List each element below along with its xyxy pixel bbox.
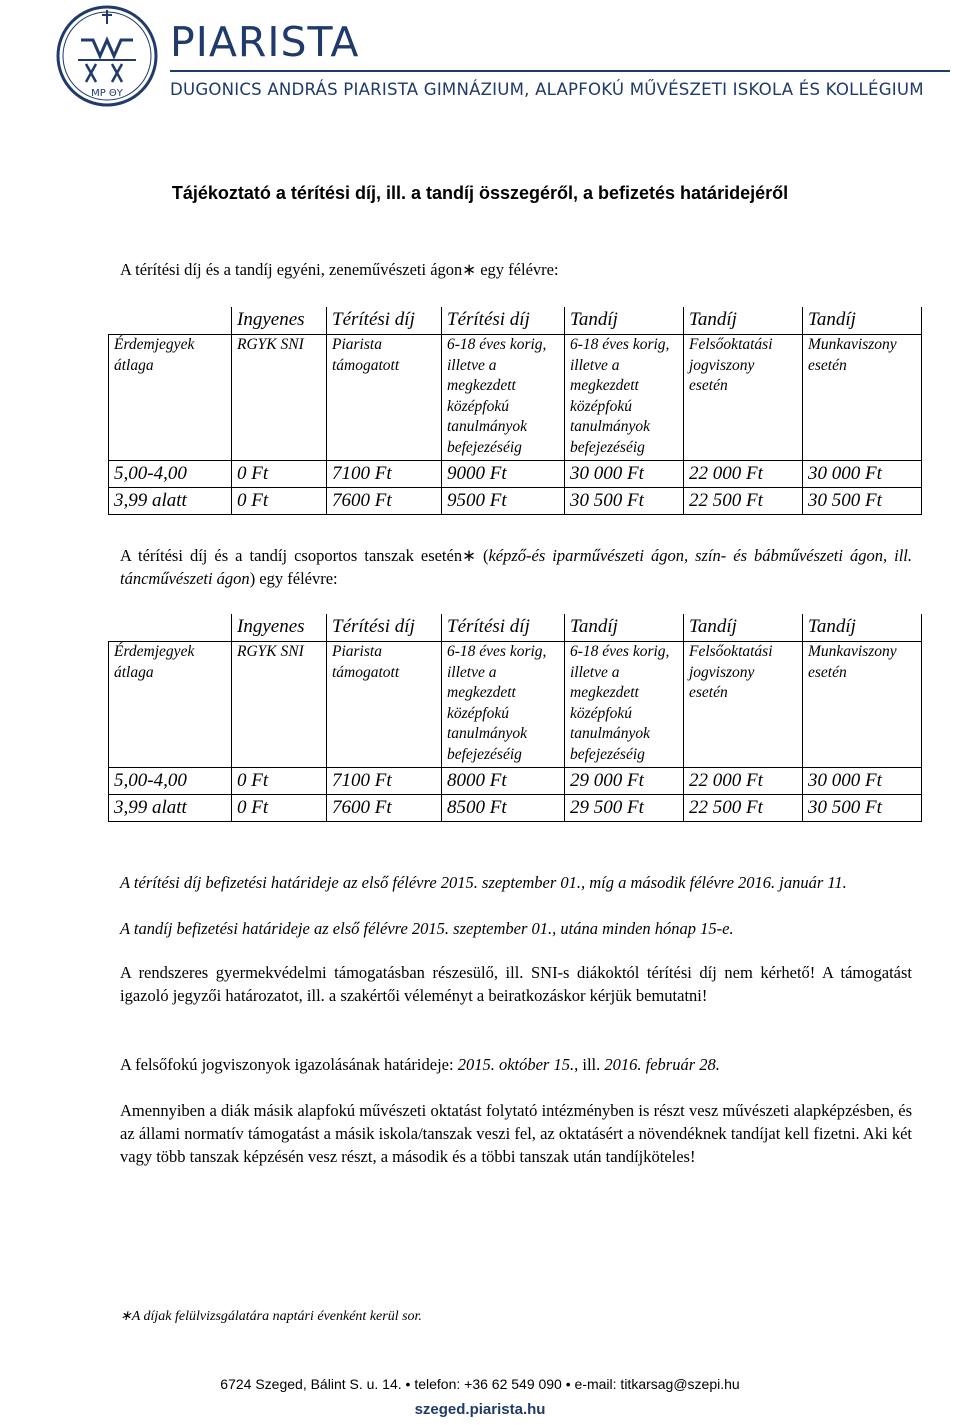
- footnote: ∗A díjak felülvizsgálatára naptári évenként kerül sor.: [120, 1309, 422, 1324]
- table-row: [109, 795, 922, 822]
- paragraph-felsofoku: [120, 1053, 912, 1076]
- subheader-cell: Piarista támogatott: [327, 642, 442, 768]
- piarist-emblem-icon: [48, 4, 166, 108]
- header-cell: Tandíj: [803, 307, 922, 335]
- felsofoku-text: A felsőfokú jogviszonyok igazolásának határideje:: [120, 1055, 458, 1074]
- table-header-row: [109, 614, 922, 642]
- page-title: Tájékoztató a térítési díj, ill. a tandíj összegéről, a befizetés határidejéről: [171, 183, 789, 203]
- fee-table-group: [108, 614, 922, 822]
- header-cell: [109, 614, 232, 642]
- paragraph-gyermekvedelmi: A rendszeres gyermekvédelmi támogatásban részesülő, ill. SNI-s diákoktól térítési díj nem kérhető! A támogatást igazoló jegyzői határozatot, ill. a szakértői véleményt a beiratkozáskor kérjük bemutatni!: [120, 963, 912, 1005]
- table-cell: 8500 Ft: [442, 795, 565, 822]
- table-cell: 3,99 alatt: [109, 488, 232, 515]
- table-cell: 9000 Ft: [442, 461, 565, 488]
- table-cell: 7100 Ft: [327, 461, 442, 488]
- header-cell: Tandíj: [684, 307, 803, 335]
- table-row: [109, 461, 922, 488]
- felsofoku-sep: , ill.: [574, 1055, 605, 1074]
- table-cell: 22 500 Ft: [684, 488, 803, 515]
- subheader-cell: RGYK SNI: [232, 335, 327, 461]
- fee-table-individual: [108, 307, 922, 515]
- logo-text: MP ΘΥ: [91, 88, 123, 99]
- header-cell: Térítési díj: [327, 307, 442, 335]
- header-cell: Ingyenes: [232, 307, 327, 335]
- subheader-cell: Piarista támogatott: [327, 335, 442, 461]
- section2-intro-end: ) egy félévre:: [249, 569, 338, 588]
- table-cell: 7100 Ft: [327, 768, 442, 795]
- table-cell: 0 Ft: [232, 461, 327, 488]
- deadline-tandij: A tandíj befizetési határideje az első félévre 2015. szeptember 01., utána minden hónap 15-e.: [120, 919, 734, 938]
- subheader-cell: 6-18 éves korig, illetve a megkezdett középfokú tanulmányok befejezéséig: [442, 642, 565, 768]
- subheader-cell: 6-18 éves korig, illetve a megkezdett középfokú tanulmányok befejezéséig: [565, 335, 684, 461]
- felsofoku-date-1: 2015. október 15.: [457, 1055, 575, 1074]
- subheader-cell: Munkaviszony esetén: [803, 335, 922, 461]
- table-cell: 0 Ft: [232, 795, 327, 822]
- subheader-cell: RGYK SNI: [232, 642, 327, 768]
- header-cell: Ingyenes: [232, 614, 327, 642]
- table-cell: 5,00-4,00: [109, 768, 232, 795]
- table-cell: 29 500 Ft: [565, 795, 684, 822]
- section2-intro: [120, 544, 912, 590]
- subheader-cell: Felsőoktatási jogviszony esetén: [684, 335, 803, 461]
- subheader-cell: Felsőoktatási jogviszony esetén: [684, 642, 803, 768]
- header-cell: Tandíj: [565, 307, 684, 335]
- deadline-terites: A térítési díj befizetési határideje az első félévre 2015. szeptember 01., míg a második félévre 2016. január 11.: [120, 873, 847, 892]
- table-row: [109, 768, 922, 795]
- subheader-cell: Érdemjegyek átlaga: [109, 335, 232, 461]
- table-cell: 5,00-4,00: [109, 461, 232, 488]
- section2-intro-start: A térítési díj és a tandíj csoportos tanszak esetén∗ (: [120, 546, 489, 565]
- table-cell: 30 000 Ft: [565, 461, 684, 488]
- header-cell: Térítési díj: [442, 614, 565, 642]
- table-cell: 22 000 Ft: [684, 461, 803, 488]
- table-cell: 0 Ft: [232, 488, 327, 515]
- brand-title: PIARISTA: [170, 18, 360, 66]
- table-row: [109, 488, 922, 515]
- footer-contact: 6724 Szeged, Bálint S. u. 14. • telefon: +36 62 549 090 • e-mail: titkarsag@szepi.hu: [220, 1376, 740, 1392]
- table-cell: 7600 Ft: [327, 488, 442, 515]
- table-cell: 30 000 Ft: [803, 768, 922, 795]
- table-subheader-row: [109, 335, 922, 461]
- table-cell: 22 500 Ft: [684, 795, 803, 822]
- school-name: DUGONICS ANDRÁS PIARISTA GIMNÁZIUM, ALAPFOKÚ MŰVÉSZETI ISKOLA ÉS KOLLÉGIUM: [170, 80, 924, 99]
- header-cell: Tandíj: [803, 614, 922, 642]
- section2-intro-branches: képző-és iparművészeti ágon, szín- és bábművészeti ágon, ill. táncművészeti ágon: [120, 546, 912, 588]
- header-cell: Tandíj: [565, 614, 684, 642]
- felsofoku-date-2: 2016. február 28.: [604, 1055, 720, 1074]
- table-cell: 29 000 Ft: [565, 768, 684, 795]
- table-cell: 30 500 Ft: [803, 795, 922, 822]
- table-cell: 3,99 alatt: [109, 795, 232, 822]
- subheader-cell: Munkaviszony esetén: [803, 642, 922, 768]
- table-cell: 22 000 Ft: [684, 768, 803, 795]
- footer-website-link[interactable]: szeged.piarista.hu: [414, 1401, 546, 1418]
- brand-divider: [170, 70, 950, 72]
- header-cell: Térítési díj: [442, 307, 565, 335]
- subheader-cell: 6-18 éves korig, illetve a megkezdett középfokú tanulmányok befejezéséig: [565, 642, 684, 768]
- header-cell: Tandíj: [684, 614, 803, 642]
- subheader-cell: 6-18 éves korig, illetve a megkezdett középfokú tanulmányok befejezéséig: [442, 335, 565, 461]
- header-cell: Térítési díj: [327, 614, 442, 642]
- table-cell: 30 500 Ft: [565, 488, 684, 515]
- table-subheader-row: [109, 642, 922, 768]
- table-cell: 0 Ft: [232, 768, 327, 795]
- table-cell: 7600 Ft: [327, 795, 442, 822]
- table-header-row: [109, 307, 922, 335]
- header-cell: [109, 307, 232, 335]
- section1-intro: A térítési díj és a tandíj egyéni, zeneművészeti ágon∗ egy félévre:: [120, 260, 559, 279]
- table-cell: 30 000 Ft: [803, 461, 922, 488]
- table-cell: 9500 Ft: [442, 488, 565, 515]
- table-cell: 30 500 Ft: [803, 488, 922, 515]
- subheader-cell: Érdemjegyek átlaga: [109, 642, 232, 768]
- paragraph-amennyiben: Amennyiben a diák másik alapfokú művészeti oktatást folytató intézményben is részt vesz művészeti alapképzésben, és az állami normatív támogatást a másik iskola/tanszak veszi fel, az oktatásért a növendéknek tandíjat kell fizetni. Aki két vagy több tanszak képzésén vesz részt, a második és a többi tanszak után tandíjköteles!: [120, 1101, 912, 1166]
- table-cell: 8000 Ft: [442, 768, 565, 795]
